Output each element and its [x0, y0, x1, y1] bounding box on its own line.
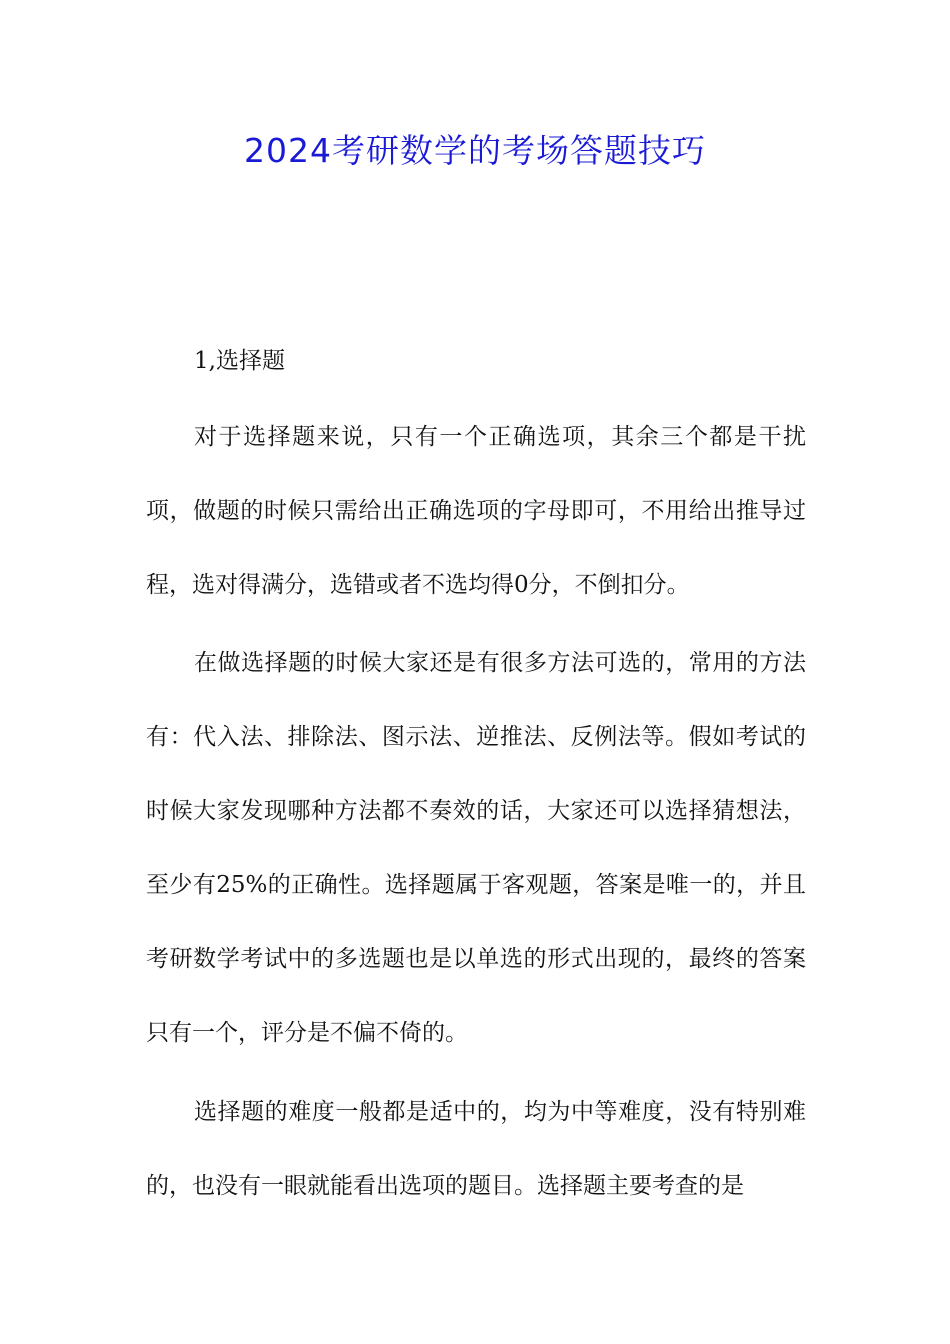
paragraph: 在做选择题的时候大家还是有很多方法可选的，常用的方法有：代入法、排除法、图示法、逆推法、反例法等。假如考试的时候大家发现哪种方法都不奏效的话，大家还可以选择猜想法，至少有25%的正确性。选择题属于客观题，答案是唯一的，并且考研数学考试中的多选题也是以单选的形式出现的，最终的答案只有一个，评分是不偏不倚的。 — [146, 650, 806, 1046]
paragraph: 选择题的难度一般都是适中的，均为中等难度，没有特别难的，也没有一眼就能看出选项的题目。选择题主要考查的是 — [146, 1099, 806, 1199]
document-title: 2024考研数学的考场答题技巧 — [244, 131, 706, 170]
section-heading: 1,选择题 — [194, 348, 285, 374]
paragraph: 对于选择题来说，只有一个正确选项，其余三个都是干扰项，做题的时候只需给出正确选项的字母即可，不用给出推导过程，选对得满分，选错或者不选均得0分，不倒扣分。 — [146, 424, 806, 598]
